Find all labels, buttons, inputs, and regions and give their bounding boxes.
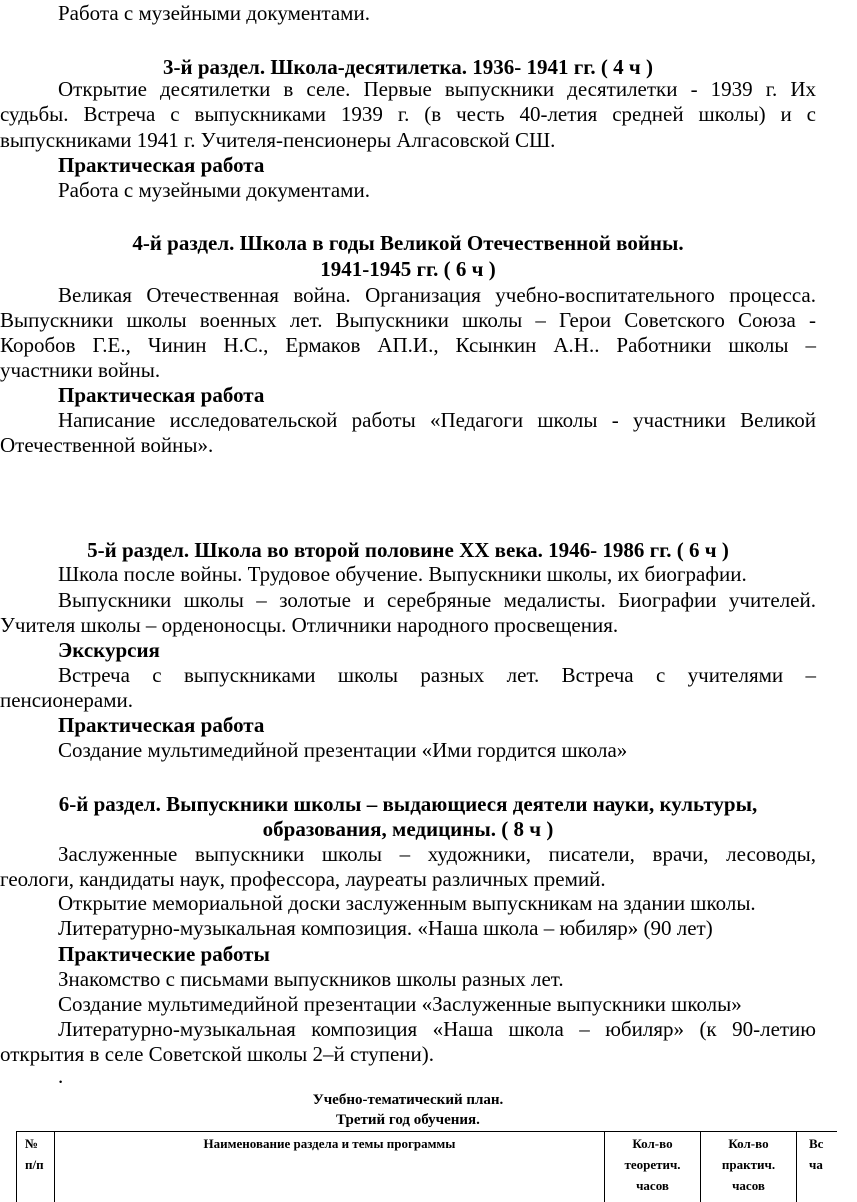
- text-line: Школа после войны. Трудовое обучение. Выпускники школы, их биографии.: [58, 562, 747, 586]
- text-line: Открытие мемориальной доски заслуженным выпускникам на здании школы.: [58, 891, 756, 915]
- text-line: Создание мультимедийной презентации «Ими гордится школа»: [58, 738, 628, 762]
- text-line: Практическая работа: [58, 153, 265, 177]
- text-line: .: [58, 1064, 64, 1088]
- text-line: Встреча с выпускниками школы разных лет. Встреча с учителями –: [58, 663, 816, 687]
- text-line: открытия в селе Советской школы 2–й ступени).: [0, 1042, 435, 1066]
- text-line: Учителя школы – орденоносцы. Отличники народного просвещения.: [0, 613, 619, 637]
- header-practice-hours: Кол-во практич. часов: [701, 1132, 797, 1202]
- text-line: 1941-1945 гг. ( 6 ч ): [320, 257, 496, 281]
- text-line: Отечественной войны».: [0, 433, 214, 457]
- text-line: Выпускники школы – золотые и серебряные медалисты. Биографии учителей.: [58, 588, 816, 612]
- text-line: Создание мультимедийной презентации «Заслуженные выпускники школы»: [58, 992, 742, 1016]
- text-line: Литературно-музыкальная композиция. «Наша школа – юбиляр» (90 лет): [58, 916, 713, 940]
- text-line: 5-й раздел. Школа во второй половине XX века. 1946- 1986 гг. ( 6 ч ): [87, 538, 729, 562]
- header-total-hours: Вс ча: [809, 1136, 824, 1172]
- header-theory-hours: Кол-во теоретич. часов: [605, 1132, 701, 1202]
- text-line: участники войны.: [0, 358, 161, 382]
- plan-subtitle: Третий год обучения.: [336, 1112, 480, 1128]
- text-line: Написание исследовательской работы «Педагоги школы - участники Великой: [58, 408, 816, 432]
- text-line: Работа с музейными документами.: [58, 1, 370, 25]
- text-line: 3-й раздел. Школа-десятилетка. 1936- 1941 гг. ( 4 ч ): [163, 55, 653, 79]
- text-line: Выпускники школы военных лет. Выпускники школы – Герои Советского Союза -: [0, 308, 816, 332]
- text-line: 4-й раздел. Школа в годы Великой Отечественной войны.: [132, 231, 684, 255]
- plan-table: [16, 1131, 837, 1202]
- plan-title: Учебно-тематический план.: [312, 1092, 504, 1108]
- text-line: пенсионерами.: [0, 688, 134, 712]
- header-name: Наименование раздела и темы программы: [55, 1132, 605, 1202]
- text-line: Практическая работа: [58, 713, 265, 737]
- text-line: геологи, кандидаты наук, профессора, лауреаты различных премий.: [0, 867, 606, 891]
- text-line: судьбы. Встреча с выпускниками 1939 г. (в честь 40-летия средней школы) и с: [0, 102, 816, 126]
- text-line: Экскурсия: [58, 638, 160, 662]
- header-number: № п/п: [17, 1132, 55, 1202]
- text-line: Великая Отечественная война. Организация учебно-воспитательного процесса.: [58, 283, 816, 307]
- text-line: Литературно-музыкальная композиция «Наша школа – юбиляр» (к 90-летию: [58, 1017, 816, 1041]
- text-line: 6-й раздел. Выпускники школы – выдающиеся деятели науки, культуры,: [58, 792, 758, 816]
- text-line: Знакомство с письмами выпускников школы разных лет.: [58, 967, 564, 991]
- text-line: Открытие десятилетки в селе. Первые выпускники десятилетки - 1939 г. Их: [58, 77, 816, 101]
- text-line: Практические работы: [58, 942, 270, 966]
- text-line: Заслуженные выпускники школы – художники, писатели, врачи, лесоводы,: [58, 842, 816, 866]
- text-line: выпускниками 1941 г. Учителя-пенсионеры Алгасовской СШ.: [0, 128, 556, 152]
- text-line: образования, медицины. ( 8 ч ): [262, 817, 554, 841]
- text-line: Коробов Г.Е., Чинин Н.С., Ермаков АП.И., Ксынкин А.Н.. Работники школы –: [0, 333, 816, 357]
- text-line: Работа с музейными документами.: [58, 178, 370, 202]
- text-line: Практическая работа: [58, 383, 265, 407]
